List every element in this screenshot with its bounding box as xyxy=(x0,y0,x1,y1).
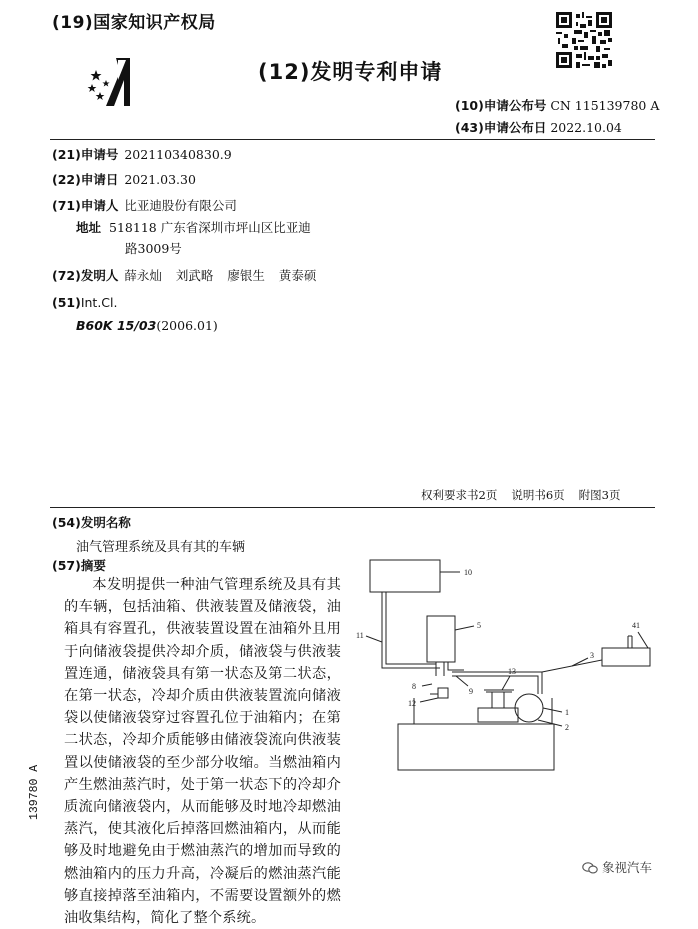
publication-number-row xyxy=(455,96,659,114)
watermark xyxy=(582,858,652,876)
section-divider xyxy=(50,507,655,508)
inventors-row xyxy=(52,267,316,285)
abstract-label: 摘要 xyxy=(80,558,106,573)
filing-date: 2021.03.30 xyxy=(124,172,196,187)
fuel-tank xyxy=(398,724,554,770)
inventors-label: 发明人 xyxy=(80,268,119,283)
drawing-label: 3 xyxy=(590,651,594,660)
publication-date-label: (43)申请公布日 xyxy=(455,120,547,135)
ipc-label: Int.Cl. xyxy=(80,295,118,310)
publication-number-label: (10)申请公布号 xyxy=(455,98,547,113)
abstract-text: 本发明提供一种油气管理系统及具有其的车辆，包括油箱、供液装置及储液袋，油箱具有容置孔，供液装置设置在油箱外且用于向储液袋提供冷却介质，储液袋与供液装置连通，储液袋具有第一状态及第二状态，在第一状态，冷却介质由供液装置流向储液袋以使储液袋穿过容置孔位于油箱内；在第二状态，冷却介质能够由储液袋流向供液装置以使储液袋的至少部分收缩。当燃油箱内产生燃油蒸汽时，处于第一状态下的冷却介质流向储液袋内，从而能够及时地冷却燃油蒸汽，使其液化后掉落回燃油箱内，从而能够及时地避免由于燃油蒸汽的增加而导致的燃油箱内的压力升高，冷凝后的燃油蒸汽能够直接掉落至油箱内，不需要设置额外的燃油收集结构，简化了整个系统。 xyxy=(64,577,341,927)
application-number-label: 申请号 xyxy=(80,147,119,162)
drawing-label: 2 xyxy=(565,723,569,732)
field-code: (72) xyxy=(52,268,81,283)
ipc-classification xyxy=(76,317,218,335)
watermark-text: 象视汽车 xyxy=(602,860,653,875)
document-type: (12)发明专利申请 xyxy=(258,60,443,84)
drawing-label: 13 xyxy=(508,667,516,676)
inventor-name: 廖银生 xyxy=(227,268,265,283)
drawing-label: 5 xyxy=(477,621,481,630)
publication-date: 2022.10.04 xyxy=(550,120,622,135)
invention-title: 油气管理系统及具有其的车辆 xyxy=(76,540,246,555)
invention-title-heading xyxy=(52,513,131,531)
address-label: 地址 xyxy=(76,220,102,235)
abstract-heading xyxy=(52,556,106,574)
field-code: (71) xyxy=(52,198,81,213)
address-row xyxy=(76,219,366,237)
applicant-row xyxy=(52,197,237,215)
filing-date-row xyxy=(52,171,196,189)
applicant-name: 比亚迪股份有限公司 xyxy=(124,198,237,213)
publication-number: CN 115139780 A xyxy=(550,98,660,113)
page-counts xyxy=(407,487,620,503)
drawing-label: 9 xyxy=(469,687,473,696)
qr-code-icon xyxy=(556,12,612,68)
address-line-1: 518118 广东省深圳市坪山区比亚迪 xyxy=(109,220,311,235)
reservoir-box xyxy=(370,560,440,592)
supply-device xyxy=(427,616,455,662)
field-code: (21) xyxy=(52,147,81,162)
wechat-icon xyxy=(582,862,598,874)
ipc-class: B60K 15/03 xyxy=(76,318,157,333)
drawing-label: 41 xyxy=(632,621,640,630)
field-code: (22) xyxy=(52,172,81,187)
drawing-label: 11 xyxy=(356,631,364,640)
inventor-name: 刘武略 xyxy=(175,268,214,283)
drawing-label: 10 xyxy=(464,568,472,577)
ipc-version: (2006.01) xyxy=(156,318,218,333)
inventor-name: 黄泰硕 xyxy=(278,268,317,283)
field-code: (54) xyxy=(52,515,81,530)
cnipa-logo-icon xyxy=(86,52,146,112)
drawing-label: 1 xyxy=(565,708,569,717)
publication-date-row xyxy=(455,118,622,136)
applicant-label: 申请人 xyxy=(80,198,119,213)
application-number-row xyxy=(52,146,232,164)
address-line-2: 路3009号 xyxy=(125,241,182,256)
claims-pages: 权利要求书2页 xyxy=(421,488,498,502)
field-code: (51) xyxy=(52,295,81,310)
drawing-label: 12 xyxy=(408,699,416,708)
ipc-row xyxy=(52,294,118,312)
issuing-office: (19)国家知识产权局 xyxy=(52,13,216,33)
field-code: (57) xyxy=(52,558,81,573)
drawing-pages: 附图3页 xyxy=(578,488,621,502)
drawing-label: 8 xyxy=(412,682,416,691)
description-pages: 说明书6页 xyxy=(511,488,565,502)
vertical-publication-number: 139780 A xyxy=(28,764,41,820)
title-label: 发明名称 xyxy=(80,515,131,530)
filing-date-label: 申请日 xyxy=(80,172,119,187)
patent-drawing xyxy=(352,548,662,783)
inventor-name: 薛永灿 xyxy=(124,268,162,283)
header-divider xyxy=(50,139,655,140)
application-number: 202110340830.9 xyxy=(124,147,232,162)
